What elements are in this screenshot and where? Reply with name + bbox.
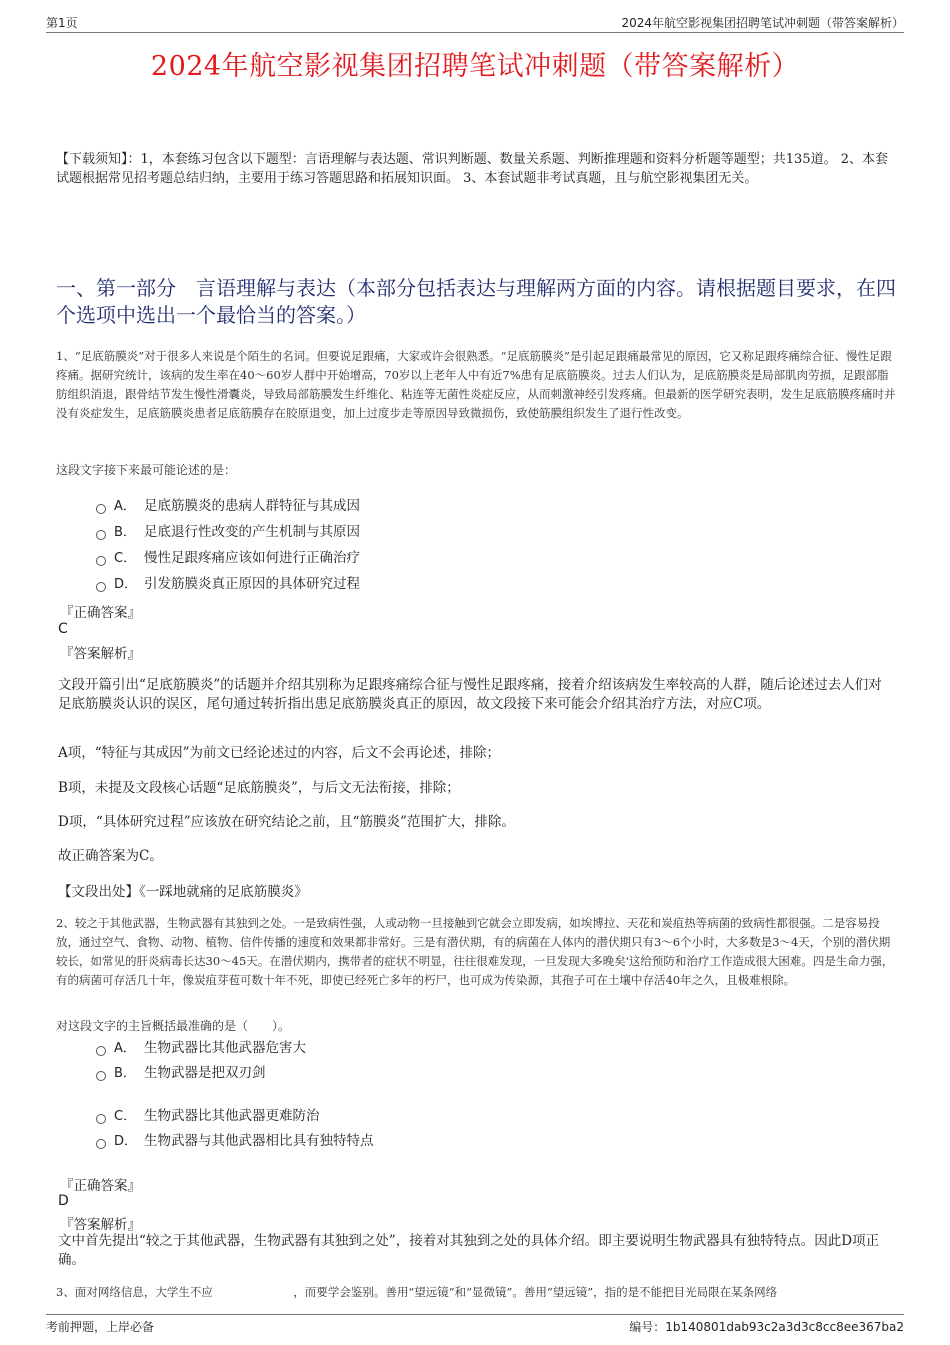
- option-text: 引发筋膜炎真正原因的具体研究过程: [144, 576, 360, 592]
- radio-icon[interactable]: [96, 582, 106, 592]
- radio-icon[interactable]: [96, 1114, 106, 1124]
- option-letter: A．: [114, 1041, 136, 1056]
- question-1-option-a[interactable]: [96, 496, 360, 516]
- section-heading: 一、第一部分 言语理解与表达（本部分包括表达与理解两方面的内容。请根据题目要求，在四个选项中选出一个最恰当的答案。）: [56, 276, 896, 327]
- correct-answer: D: [58, 1193, 69, 1209]
- question-1-option-c[interactable]: [96, 548, 360, 568]
- question-2-option-d[interactable]: [96, 1131, 374, 1151]
- option-letter: D．: [114, 577, 138, 592]
- radio-icon[interactable]: [96, 504, 106, 514]
- question-2-option-a[interactable]: [96, 1038, 306, 1058]
- analysis-paragraph: A项，“特征与其成因”为前文已经论述过的内容，后文不会再论述，排除；: [58, 745, 501, 761]
- option-letter: D．: [114, 1134, 138, 1149]
- option-text: 生物武器比其他武器危害大: [144, 1040, 306, 1056]
- document-title: 2024年航空影视集团招聘笔试冲刺题（带答案解析）: [150, 51, 800, 82]
- question-2-option-c[interactable]: [96, 1106, 320, 1126]
- radio-icon[interactable]: [96, 1046, 106, 1056]
- question-1-passage: 1、“足底筋膜炎”对于很多人来说是个陌生的名词。但要说足跟痛，大家或许会很熟悉。“足底筋膜炎”是引起足跟痛最常见的原因，它又称足跟疼痛综合征、慢性足跟疼痛。据研究统计，该病的发生率在40～60岁人群中开始增高，70岁以上老年人中有近7%患有足底筋膜炎。过去人们认为，足底筋膜炎是局部肌肉劳损，足跟部脂肪组织消退，跟骨结节发生慢性滑囊炎，导致局部筋膜发生纤维化、粘连等无菌性炎症反应，从而刺激神经引发疼痛。但最新的医学研究表明，发生足底筋膜疼痛时并没有炎症发生，足底筋膜炎患者足底筋膜存在胶原退变，加上过度步走等原因导致微损伤，致使筋膜组织发生了退行性改变。: [56, 349, 896, 420]
- question-2-option-b[interactable]: [96, 1063, 266, 1083]
- option-text: 足底筋膜炎的患病人群特征与其成因: [144, 498, 360, 514]
- analysis-label: 『答案解析』: [60, 1217, 141, 1233]
- page-footer: [46, 1314, 904, 1335]
- option-text: 慢性足跟疼痛应该如何进行正确治疗: [144, 550, 360, 566]
- radio-icon[interactable]: [96, 556, 106, 566]
- option-text: 足底退行性改变的产生机制与其原因: [144, 524, 360, 540]
- option-letter: C．: [114, 1109, 137, 1124]
- option-letter: C．: [114, 551, 137, 566]
- footer-slogan: 考前押题，上岸必备: [46, 1320, 155, 1334]
- option-text: 生物武器是把双刃剑: [144, 1065, 266, 1081]
- option-text: 生物武器比其他武器更难防治: [144, 1108, 320, 1124]
- option-letter: B．: [114, 1066, 136, 1081]
- option-letter: B．: [114, 525, 136, 540]
- footer-serial: 编号：1b140801dab93c2a3d3c8cc8ee367ba2: [629, 1320, 904, 1334]
- question-3-passage-partial: [56, 1285, 898, 1299]
- question-1-option-b[interactable]: [96, 522, 360, 542]
- page-header: [46, 14, 904, 33]
- correct-answer-label: 『正确答案』: [60, 605, 141, 621]
- page-number: 第1页: [46, 16, 78, 30]
- correct-answer-label: 『正确答案』: [60, 1178, 141, 1194]
- analysis-paragraph: 文段开篇引出“足底筋膜炎”的话题并介绍其别称为足跟疼痛综合征与慢性足跟疼痛，接着介绍该病发生率较高的人群，随后论述过去人们对足底筋膜炎认识的误区，尾句通过转折指出患足底筋膜炎真正的原因，故文段接下来可能会介绍其治疗方法，对应C项。: [58, 677, 882, 712]
- passage-source: 【文段出处】《一踩地就痛的足底筋膜炎》: [58, 884, 308, 900]
- radio-icon[interactable]: [96, 1139, 106, 1149]
- question-3-text: 3、面对网络信息，大学生不应 ，而要学会鉴别。善用“望远镜”和“显微镜”。善用“望远镜”，指的是不能把目光局限在某条网络: [56, 1285, 778, 1299]
- option-text: 生物武器与其他武器相比具有独特特点: [144, 1133, 374, 1149]
- analysis-paragraph: 文中首先提出“较之于其他武器，生物武器有其独到之处”，接着对其独到之处的具体介绍。即主要说明生物武器具有独特特点。因此D项正确。: [58, 1233, 880, 1268]
- analysis-label: 『答案解析』: [60, 646, 141, 662]
- radio-icon[interactable]: [96, 530, 106, 540]
- analysis-paragraph: 故正确答案为C。: [58, 848, 163, 864]
- correct-answer: C: [58, 621, 68, 637]
- header-doc-title: 2024年航空影视集团招聘笔试冲刺题（带答案解析）: [621, 16, 904, 30]
- analysis-paragraph: D项，“具体研究过程”应该放在研究结论之前，且“筋膜炎”范围扩大，排除。: [58, 814, 515, 830]
- option-letter: A．: [114, 499, 136, 514]
- question-1-stem: 这段文字接下来最可能论述的是：: [56, 463, 237, 477]
- question-2-stem: 对这段文字的主旨概括最准确的是（ ）。: [56, 1019, 291, 1033]
- radio-icon[interactable]: [96, 1071, 106, 1081]
- analysis-paragraph: B项，未提及文段核心话题“足底筋膜炎”，与后文无法衔接，排除；: [58, 780, 460, 796]
- question-1-option-d[interactable]: [96, 574, 360, 594]
- question-2-passage: 2、较之于其他武器，生物武器有其独到之处。一是致病性强，人或动物一旦接触到它就会立即发病，如埃博拉、天花和炭疽热等病菌的致病性都很强。二是容易投放，通过空气、食物、动物、植物、信件传播的速度和效果都非常好。三是有潜伏期，有的病菌在人体内的潜伏期只有3～6个小时，大多数是3～4天，个别的潜伏期较长，如常见的肝炎病毒长达30～45天。在潜伏期内，携带者的症状不明显，往往很难发现，一旦发现大多晚矣'这给预防和治疗工作造成很大困难。四是生命力强，有的病菌可存活几十年，像炭疽芽苞可数十年不死，即使已经死亡多年的朽尸，也可成为传染源，其孢子可在土壤中存活40年之久，且极难根除。: [56, 916, 894, 987]
- download-notice: 【下载须知】：1，本套练习包含以下题型：言语理解与表达题、常识判断题、数量关系题、判断推理题和资料分析题等题型；共135道。 2、本套试题根据常见招考题总结归纳，主要用于练习答题思路和拓展知识面。 3、本套试题非考试真题，且与航空影视集团无关。: [56, 152, 888, 186]
